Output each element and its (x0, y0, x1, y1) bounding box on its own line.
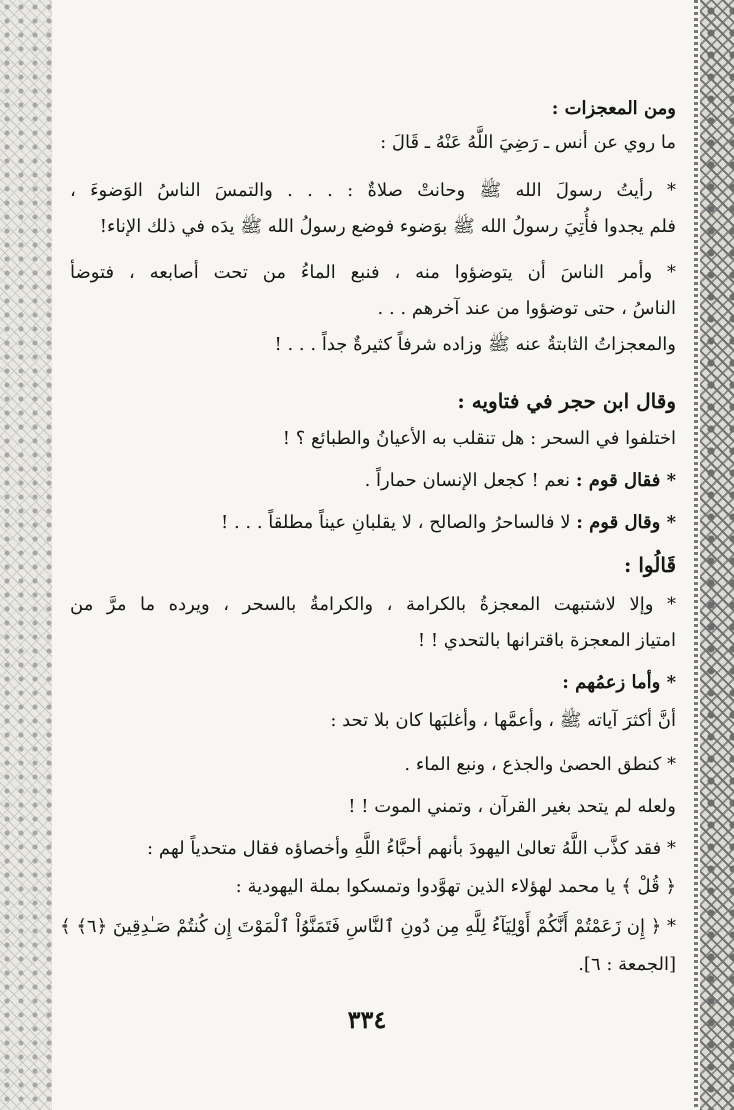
section-heading-qalu: قَالُوا : (624, 553, 676, 577)
page-number: ٣٣٤ (347, 1005, 387, 1034)
speaker-label: * فقال قوم : (575, 470, 676, 491)
text-line (365, 468, 676, 494)
text-line: ولعله لم يتحد بغير القرآن ، وتمني الموت ! ! (348, 796, 676, 817)
ornamental-border-right (700, 0, 734, 1110)
text-line: أنَّ أكثرَ آياته ﷺ ، وأعمَّها ، وأغلبَها كان بلا تحد : (330, 710, 676, 731)
speaker-text: لا فالساحرُ والصالح ، لا يقلبانِ عيناً مطلقاً . . . ! (221, 512, 571, 533)
section-heading-miracles: ومن المعجزات : (551, 98, 676, 119)
text-line: * كنطق الحصىٰ والجذع ، ونبع الماء . (404, 754, 676, 775)
text-line: فلم يجدوا فأُتِيَ رسولُ الله ﷺ بوَضوء فوضع رسولُ الله ﷺ يدَه في ذلك الإناء! (99, 216, 676, 237)
text-line: والمعجزاتُ الثابتةُ عنه ﷺ وزاده شرفاً كثيرةٌ جداً . . . ! (274, 334, 676, 355)
text-line: ﴿ قُلْ ﴾ يا محمد لهؤلاء الذين تهوَّدوا وتمسكوا بملة اليهودية : (235, 876, 676, 897)
text-line: * وأمر الناسَ أن يتوضؤوا منه ، فنبع الماءُ من تحت أصابعه ، فتوضأ (70, 262, 676, 283)
text-line: * رأيتُ رسولَ الله ﷺ وحانتْ صلاةٌ : . . . والتمسَ الناسُ الوَضوءَ ، (70, 180, 676, 201)
text-line: اختلفوا في السحر : هل تنقلب به الأعيانُ والطبائع ؟ ! (282, 428, 676, 449)
ornamental-border-left (0, 0, 52, 1110)
text-line: * وإلا لاشتبهت المعجزةُ بالكرامة ، والكرامةُ بالسحر ، ويرده ما مرَّ من (70, 594, 676, 615)
speaker-label: * وقال قوم : (576, 512, 676, 533)
speaker-text: نعم ! كجعل الإنسان حماراً . (364, 470, 571, 491)
text-line: امتياز المعجزة باقترانها بالتحدي ! ! (417, 630, 676, 651)
quran-verse: * ﴿ إِن زَعَمْتُمْ أَنَّكُمْ أَوْلِيَآءُ لِلَّهِ مِن دُونِ ٱلنَّاسِ فَتَمَنَّوُاْ ٱلْمَوْتَ إِن كُنتُمْ صَـٰدِقِينَ ﴿٦﴾ ﴾ (60, 916, 676, 937)
text-line: * وأما زعمُهم : (562, 672, 676, 693)
verse-reference: [الجمعة : ٦]. (578, 954, 676, 975)
text-line: الناسُ ، حتى توضؤوا من عند آخرهم . . . (377, 298, 676, 319)
text-line: ما روي عن أنس ـ رَضِيَ اللَّهُ عَنْهُ ـ قَالَ : (380, 132, 676, 153)
text-line (221, 510, 676, 536)
section-heading-ibn-hajar: وقال ابن حجر في فتاويه : (457, 389, 676, 413)
text-line: * فقد كذَّب اللَّهُ تعالىٰ اليهودَ بأنهم أحبَّاءُ اللَّهِ وأخصاؤه فقال متحدياً لهم : (147, 838, 676, 859)
